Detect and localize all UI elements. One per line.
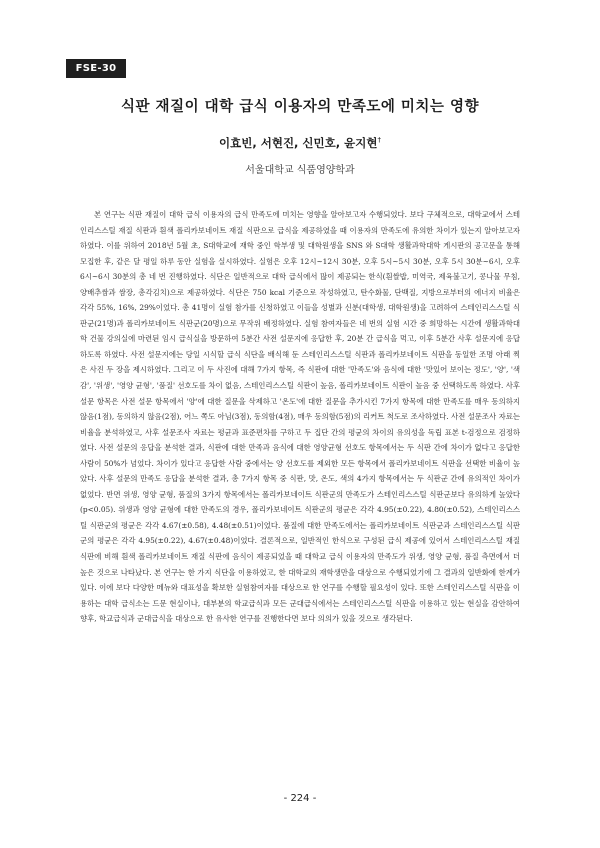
author-affiliation: 서울대학교 식품영양학과 <box>245 165 355 176</box>
session-code-badge: FSE-30 <box>66 59 126 78</box>
author-names: 이효빈, 서현진, 신민호, 윤지현 <box>219 136 378 150</box>
paper-title: 식판 재질이 대학 급식 이용자의 만족도에 미치는 영향 <box>121 99 479 115</box>
page-number: - 224 - <box>283 793 317 804</box>
author-list <box>0 135 600 151</box>
corresponding-author-marker: † <box>377 136 381 145</box>
abstract-body: 본 연구는 식판 재질이 대학 급식 이용자의 급식 만족도에 미치는 영향을 알아보고자 수행되었다. 보다 구체적으로, 대학교에서 스테인리스스틸 재질 식판과 흰색 폴리카보네이트 재질 식판으로 급식을 제공하였을 때 이용자의 만족도에 유의한 차이가 있는지 알아보고자 하였다. 이를 위하여 2018년 5월 초, S대학교에 재학 중인 학부생 및 대학원생을 SNS 와 S대학 생활과학대학 게시판의 공고문을 통해 모집한 후, 같은 달 평일 하루 동안 실험을 실시하였다. 실험은 오후 12시~12시 30분, 오후 5시~5시 30분, 오후 5시 30분~6시, 오후 6시~6시 30분의 총 네 번 진행하였다. 식단은 일반적으로 대학 급식에서 많이 제공되는 한식(흰쌀밥, 미역국, 제육불고기, 콩나물 무침, 양배추쌈과 쌈장, 총각김치)으로 제공하였다. 식단은 750 kcal 기준으로 작성하였고, 탄수화물, 단백질, 지방으로부터의 에너지 비율은 각각 55%, 16%, 29%이었다. 총 41명이 실험 참가를 신청하였고 이들을 성별과 신분(대학생, 대학원생)을 고려하여 스테인리스스틸 식판군(21명)과 폴리카보네이트 식판군(20명)으로 무작위 배정하였다. 실험 참여자들은 네 번의 실험 시간 중 희망하는 시간에 생활과학대학 건물 강의실에 마련된 임시 급식실을 방문하여 5분간 사전 설문지에 응답한 후, 20분 간 급식을 먹고, 이후 5분간 사후 설문지에 응답하도록 하였다. 사전 설문지에는 당일 시식할 급식 식단을 배식해 둔 스테인리스스틸 식판과 폴리카보네이트 식판을 동일한 조명 아래 찍은 사진 두 장을 제시하였다. 그리고 이 두 사진에 대해 7가지 항목, 즉 식판에 대한 '만족도'와 음식에 대한 '맛있어 보이는 정도', '양', '색감', '위생', '영양 균형', '품질' 선호도를 차이 없음, 스테인리스스틸 식판이 높음, 폴리카보네이트 식판이 높음 중 선택하도록 하였다. 사후 설문 항목은 사전 설문 항목에서 '양'에 대한 질문을 삭제하고 '온도'에 대한 질문을 추가시킨 7가지 항목에 대한 만족도를 매우 동의하지 않음(1점), 동의하지 않음(2점), 어느 쪽도 아님(3점), 동의함(4점), 매우 동의함(5점)의 리커트 척도로 조사하였다. 사전 설문조사 자료는 비율을 분석하였고, 사후 설문조사 자료는 평균과 표준편차를 구하고 두 집단 간의 평균의 차이의 유의성을 독립 표본 t-검정으로 검정하였다. 사전 설문의 응답을 분석한 결과, 식판에 대한 만족과 음식에 대한 영양균형 선호도 항목에서는 두 식판 간에 차이가 없다고 응답한 사람이 50%가 넘었다. 차이가 있다고 응답한 사람 중에서는 양 선호도를 제외한 모든 항목에서 폴리카보네이트 식판을 선택한 비율이 높았다. 사후 설문의 만족도 응답을 분석한 결과, 총 7가지 항목 중 식판, 맛, 온도, 색의 4가지 항목에서는 두 식판군 간에 유의적인 차이가 없었다. 반면 위생, 영양 균형, 품질의 3가지 항목에서는 폴리카보네이트 식판군의 만족도가 스테인리스스틸 식판군보다 유의하게 높았다(p<0.05). 위생과 영양 균형에 대한 만족도의 경우, 폴리카보네이트 식판군의 평균은 각각 4.95(±0.22), 4.80(±0.52), 스테인리스스틸 식판군의 평균은 각각 4.67(±0.58), 4.48(±0.51)이었다. 품질에 대한 만족도에서는 폴리카보네이트 식판군과 스테인리스스틸 식판군의 평균은 각각 4.95(±0.22), 4.67(±0.48)이었다. 결론적으로, 일반적인 한식으로 구성된 급식 제공에 있어서 스테인리스스틸 재질 식판에 비해 흰색 폴리카보네이트 재질 식판에 음식이 제공되었을 때 대학교 급식 이용자의 만족도가 위생, 영양 균형, 품질 측면에서 더 높은 것으로 나타났다. 본 연구는 한 가지 식단을 이용하였고, 한 대학교의 재학생만을 대상으로 수행되었기에 그 결과의 일반화에 한계가 있다. 이에 보다 다양한 메뉴와 대표성을 확보한 실험참여자를 대상으로 한 연구를 수행할 필요성이 있다. 또한 스테인리스스틸 식판을 이용하는 대학 급식소는 드문 현실이나, 대부분의 학교급식과 모든 군대급식에서는 스테인리스스틸 식판을 이용하고 있는 현실을 감안하여 향후, 학교급식과 군대급식을 대상으로 한 유사한 연구를 진행한다면 보다 의의가 있을 것으로 생각된다. <box>80 210 520 624</box>
